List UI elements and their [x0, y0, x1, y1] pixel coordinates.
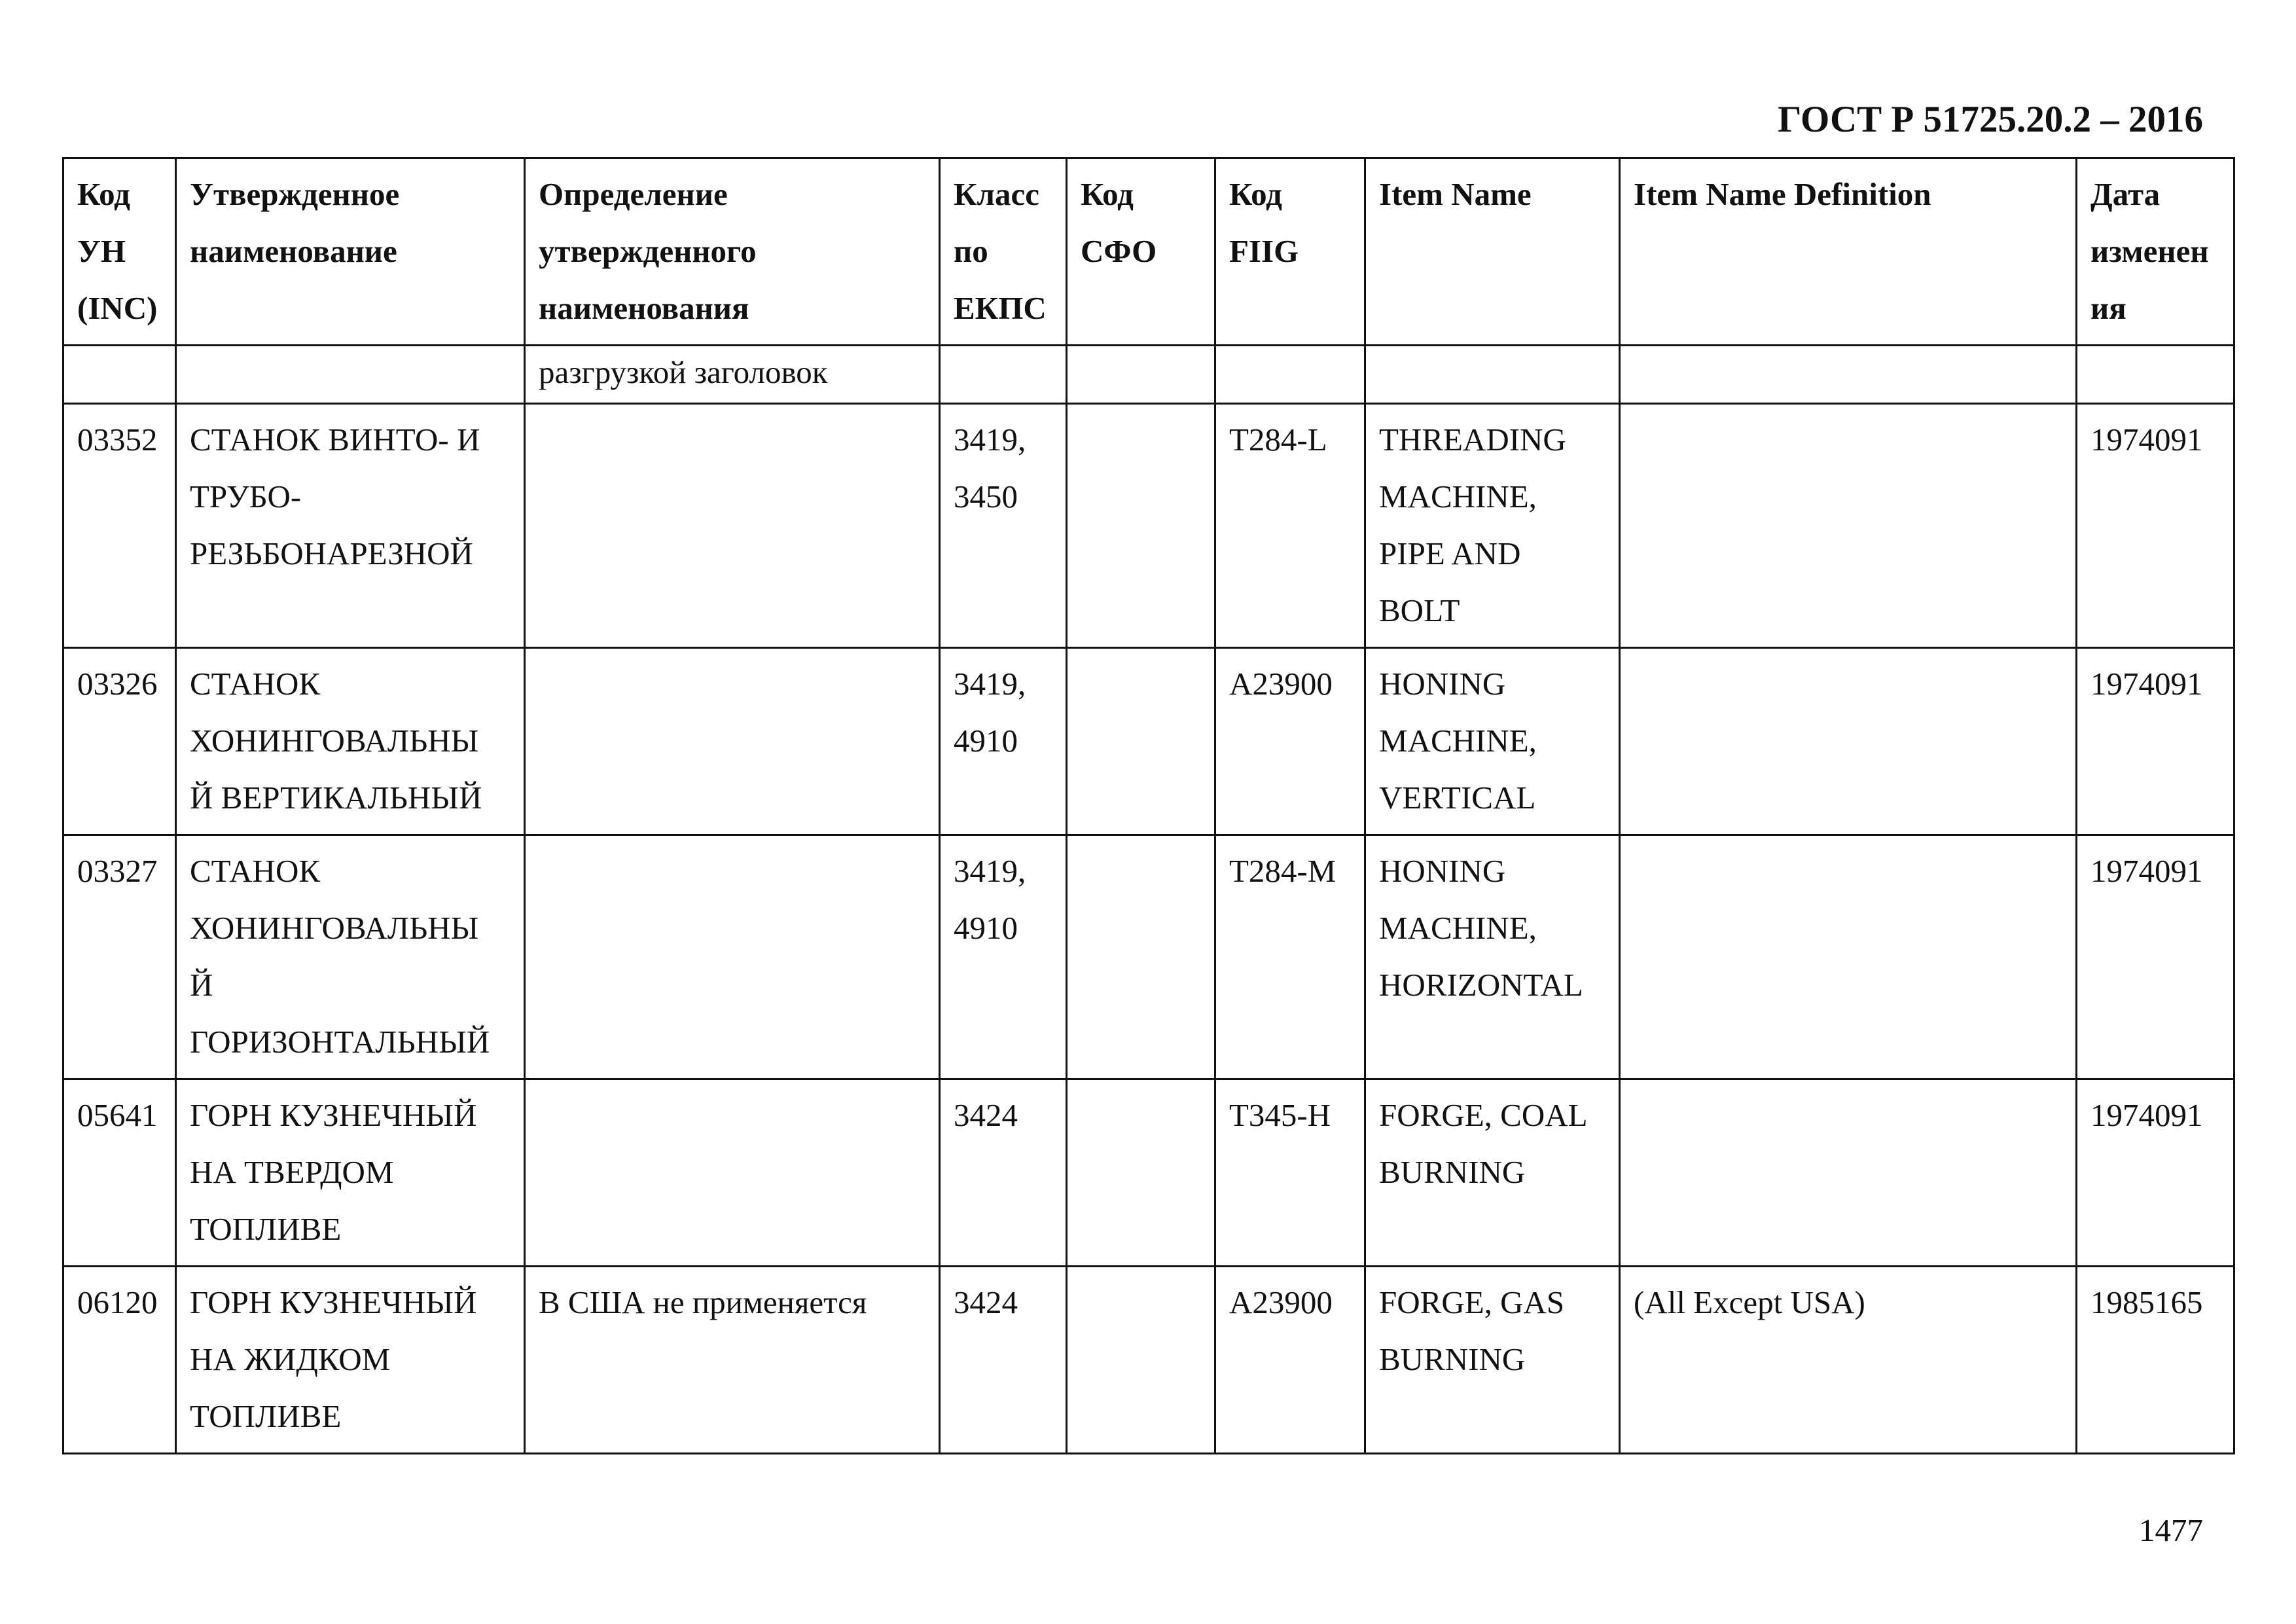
- items-table: [62, 157, 2235, 1454]
- cell-definition: [525, 835, 940, 1079]
- cell-class: 3419, 3450: [940, 404, 1067, 648]
- cell-item-definition: [1620, 404, 2077, 648]
- table-row: [63, 835, 2234, 1079]
- col-header-item-name: Item Name: [1365, 158, 1620, 346]
- cell-code: 03327: [63, 835, 176, 1079]
- table-row: [63, 1079, 2234, 1267]
- cell-item-name: HONING MACHINE, VERTICAL: [1365, 648, 1620, 835]
- cell-name: СТАНОК ВИНТО- И ТРУБО- РЕЗЬБОНАРЕЗНОЙ: [176, 404, 525, 648]
- cell-date: 1974091: [2077, 404, 2234, 648]
- cell-code: 03326: [63, 648, 176, 835]
- cell-name: [176, 346, 525, 404]
- cell-class: 3424: [940, 1079, 1067, 1267]
- cell-code: 05641: [63, 1079, 176, 1267]
- cell-item-name: FORGE, COAL BURNING: [1365, 1079, 1620, 1267]
- col-header-class: Класс по ЕКПС: [940, 158, 1067, 346]
- cell-item-definition: (All Except USA): [1620, 1267, 2077, 1454]
- cell-sfo: [1067, 1079, 1215, 1267]
- cell-sfo: [1067, 835, 1215, 1079]
- col-header-definition: Определение утвержденного наименования: [525, 158, 940, 346]
- col-header-code: Код УН (INC): [63, 158, 176, 346]
- table-row: [63, 648, 2234, 835]
- cell-definition: [525, 404, 940, 648]
- cell-class: [940, 346, 1067, 404]
- cell-definition: [525, 648, 940, 835]
- cell-name: ГОРН КУЗНЕЧНЫЙ НА ЖИДКОМ ТОПЛИВЕ: [176, 1267, 525, 1454]
- cell-class: 3419, 4910: [940, 835, 1067, 1079]
- cell-class: 3419, 4910: [940, 648, 1067, 835]
- cell-item-definition: [1620, 835, 2077, 1079]
- cell-fiig: A23900: [1215, 1267, 1365, 1454]
- cell-fiig: T284-M: [1215, 835, 1365, 1079]
- table-row: [63, 404, 2234, 648]
- col-header-approved-name: Утвержденное наименование: [176, 158, 525, 346]
- cell-fiig: T284-L: [1215, 404, 1365, 648]
- cell-date: 1974091: [2077, 1079, 2234, 1267]
- cell-definition: разгрузкой заголовок: [525, 346, 940, 404]
- cell-date: 1985165: [2077, 1267, 2234, 1454]
- cell-date: 1974091: [2077, 835, 2234, 1079]
- cell-fiig: [1215, 346, 1365, 404]
- cell-item-name: HONING MACHINE, HORIZONTAL: [1365, 835, 1620, 1079]
- table-header-row: [63, 158, 2234, 346]
- cell-class: 3424: [940, 1267, 1067, 1454]
- cell-fiig: A23900: [1215, 648, 1365, 835]
- cell-fiig: T345-H: [1215, 1079, 1365, 1267]
- cell-item-definition: [1620, 648, 2077, 835]
- cell-sfo: [1067, 346, 1215, 404]
- page-number: 1477: [2139, 1512, 2203, 1548]
- cell-item-name: THREADING MACHINE, PIPE AND BOLT: [1365, 404, 1620, 648]
- cell-item-name: [1365, 346, 1620, 404]
- cell-name: ГОРН КУЗНЕЧНЫЙ НА ТВЕРДОМ ТОПЛИВЕ: [176, 1079, 525, 1267]
- cell-date: [2077, 346, 2234, 404]
- cell-definition: [525, 1079, 940, 1267]
- col-header-change-date: Дата изменен ия: [2077, 158, 2234, 346]
- cell-item-definition: [1620, 346, 2077, 404]
- cell-sfo: [1067, 1267, 1215, 1454]
- cell-sfo: [1067, 404, 1215, 648]
- cell-item-definition: [1620, 1079, 2077, 1267]
- cell-date: 1974091: [2077, 648, 2234, 835]
- cell-code: [63, 346, 176, 404]
- cell-sfo: [1067, 648, 1215, 835]
- col-header-sfo: Код СФО: [1067, 158, 1215, 346]
- cell-item-name: FORGE, GAS BURNING: [1365, 1267, 1620, 1454]
- col-header-fiig: Код FIIG: [1215, 158, 1365, 346]
- cell-code: 06120: [63, 1267, 176, 1454]
- cell-code: 03352: [63, 404, 176, 648]
- document-standard-header: ГОСТ Р 51725.20.2 – 2016: [1778, 99, 2203, 140]
- cell-name: СТАНОК ХОНИНГОВАЛЬНЫ Й ГОРИЗОНТАЛЬНЫЙ: [176, 835, 525, 1079]
- cell-name: СТАНОК ХОНИНГОВАЛЬНЫ Й ВЕРТИКАЛЬНЫЙ: [176, 648, 525, 835]
- table-row-continuation: [63, 346, 2234, 404]
- cell-definition: В США не применяется: [525, 1267, 940, 1454]
- col-header-item-name-definition: Item Name Definition: [1620, 158, 2077, 346]
- table-row: [63, 1267, 2234, 1454]
